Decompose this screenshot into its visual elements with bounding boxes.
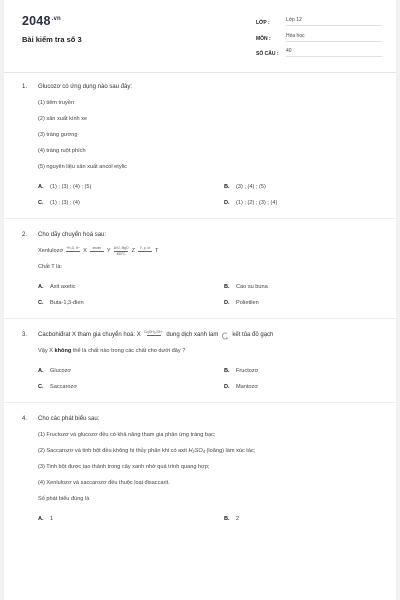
option-b[interactable]: [208, 368, 378, 374]
option-text: (1) ; (2) ; (3) ; (4): [236, 200, 278, 206]
meta-row-count: [256, 45, 382, 57]
option-c[interactable]: [38, 200, 208, 206]
option-text: (1) ; (3) ; (4) ; (5): [50, 184, 92, 190]
scheme-arrow: [138, 247, 152, 256]
option-c[interactable]: [38, 384, 208, 390]
question-number: 1.: [22, 84, 28, 90]
question-text-part: kết tủa đỏ gạch: [232, 332, 274, 338]
option-text: Axit axetic: [50, 284, 76, 290]
option-text: 2: [236, 516, 240, 522]
option-a[interactable]: [38, 184, 208, 190]
chemical-formula: H₂SO₄: [188, 448, 205, 454]
question-line: (3) Tinh bột được tạo thành trong cây xanh nhờ quá trình quang hợp;: [38, 464, 210, 470]
scheme-z: Z: [131, 248, 135, 254]
option-key: B.: [224, 516, 230, 522]
question-text: Glucozơ có ứng dụng nào sau đây:: [38, 84, 133, 90]
question-3: [4, 319, 396, 403]
arrow-label: t°, p, xt: [139, 246, 150, 250]
option-d[interactable]: [208, 300, 378, 306]
reaction-arrow: [144, 331, 164, 340]
question-line: (4) tráng ruột phích: [38, 148, 86, 154]
logo-text: 2048: [22, 14, 51, 28]
exam-meta: [256, 14, 382, 61]
option-text: Glucozơ: [50, 368, 72, 374]
question-number: 2.: [22, 232, 28, 238]
question-number: 4.: [22, 416, 28, 422]
question-line: [22, 447, 378, 456]
text-part: (2) Saccarozơ và tinh bột đều không bị thủy phân khi có axit: [38, 448, 187, 454]
question-line: Chất T là:: [38, 264, 63, 270]
question-line: (5) nguyên liệu sản xuất ancol etylic: [38, 164, 127, 170]
text-part: thể là chất nào trong các chất cho dưới đây ?: [72, 348, 186, 354]
meta-value: 40: [286, 45, 382, 57]
question-text: Cho các phát biểu sau:: [38, 416, 100, 422]
question-line: [22, 347, 378, 356]
option-key: D.: [224, 384, 230, 390]
meta-label: SỐ CÂU :: [256, 51, 279, 57]
meta-row-class: [256, 14, 382, 26]
question-line: (1) tiêm truyền: [38, 100, 75, 106]
question-line: (1) Fructozơ và glucozơ đều có khả năng tham gia phản ứng tráng bạc;: [38, 432, 216, 438]
meta-value: Hóa học: [286, 30, 382, 42]
exam-page: [4, 0, 396, 600]
option-a[interactable]: [38, 284, 208, 290]
option-text: Mantozơ: [236, 384, 259, 390]
question-4: [4, 403, 396, 534]
option-key: B.: [224, 184, 230, 190]
option-text: (1) ; (3) ; (4): [50, 200, 80, 206]
arrow-label-bottom: 450°C: [116, 251, 126, 256]
option-text: Saccarozơ: [50, 384, 77, 390]
logo-suffix: .vn: [51, 16, 61, 22]
arrow-label: Cu(OH)₂/OH⁻: [143, 330, 164, 334]
scheme-t: T: [154, 248, 159, 254]
emphasis-text: không: [54, 348, 72, 354]
question-text: Cho dãy chuyển hoá sau:: [38, 232, 107, 238]
option-c[interactable]: [38, 300, 208, 306]
scheme-start: Xenlulozơ: [38, 248, 64, 254]
option-key: C.: [38, 384, 44, 390]
question-line: (3) tráng gương: [38, 132, 78, 138]
option-key: A.: [38, 516, 44, 522]
option-text: Fructozơ: [236, 368, 259, 374]
option-text: (3) ; (4) ; (5): [236, 184, 266, 190]
scheme-y: Y: [106, 248, 111, 254]
option-text: Cao su buna: [236, 284, 268, 290]
option-key: B.: [224, 284, 230, 290]
question-2: [4, 219, 396, 319]
question-1: [4, 73, 396, 219]
scheme-arrow: [114, 247, 129, 256]
option-key: B.: [224, 368, 230, 374]
meta-row-subject: [256, 30, 382, 42]
option-b[interactable]: [208, 284, 378, 290]
question-line: Số phát biểu đúng là: [38, 496, 90, 502]
text-part: Vậy X: [38, 348, 53, 354]
meta-value: Lớp 12: [286, 14, 382, 26]
scheme-x: X: [83, 248, 87, 254]
option-key: C.: [38, 300, 44, 306]
scheme-arrow: [90, 247, 104, 256]
option-b[interactable]: [208, 516, 378, 522]
question-text-part: Cacbohiđrat X tham gia chuyển hoá: X: [38, 332, 141, 338]
meta-label: LỚP :: [256, 20, 270, 26]
arrow-label: enzim: [92, 246, 102, 250]
arrow-label: ZnO, MgO: [113, 246, 129, 250]
arrow-label: +H₂O, H⁺: [66, 246, 80, 250]
option-key: C.: [38, 200, 44, 206]
option-key: D.: [224, 200, 230, 206]
question-text: [38, 331, 378, 340]
option-text: Polietilen: [236, 300, 259, 306]
option-a[interactable]: [38, 368, 208, 374]
question-line: (4) Xenlulozơ và saccarozơ đều thuộc loại đisaccarit.: [38, 480, 170, 486]
exam-header: [4, 0, 396, 72]
option-a[interactable]: [38, 516, 208, 522]
option-text: Buta-1,3-đien: [50, 300, 84, 306]
meta-label: MÔN :: [256, 35, 271, 42]
option-key: A.: [38, 284, 44, 290]
question-text-part: dung dịch xanh lam: [166, 332, 219, 338]
scheme-arrow: [66, 247, 80, 256]
reaction-scheme: [22, 247, 378, 256]
option-text: 1: [50, 516, 54, 522]
question-number: 3.: [22, 332, 28, 338]
text-part: (loãng) làm xúc tác;: [206, 448, 256, 454]
option-b[interactable]: [208, 184, 378, 190]
option-key: D.: [224, 300, 230, 306]
question-line: (2) sản xuất kính xe: [38, 116, 88, 122]
option-d[interactable]: [208, 200, 378, 206]
option-d[interactable]: [208, 384, 378, 390]
exam-title: Bài kiểm tra số 3: [22, 35, 82, 44]
option-key: A.: [38, 368, 44, 374]
option-key: A.: [38, 184, 44, 190]
heat-arrow-icon: [221, 332, 229, 340]
